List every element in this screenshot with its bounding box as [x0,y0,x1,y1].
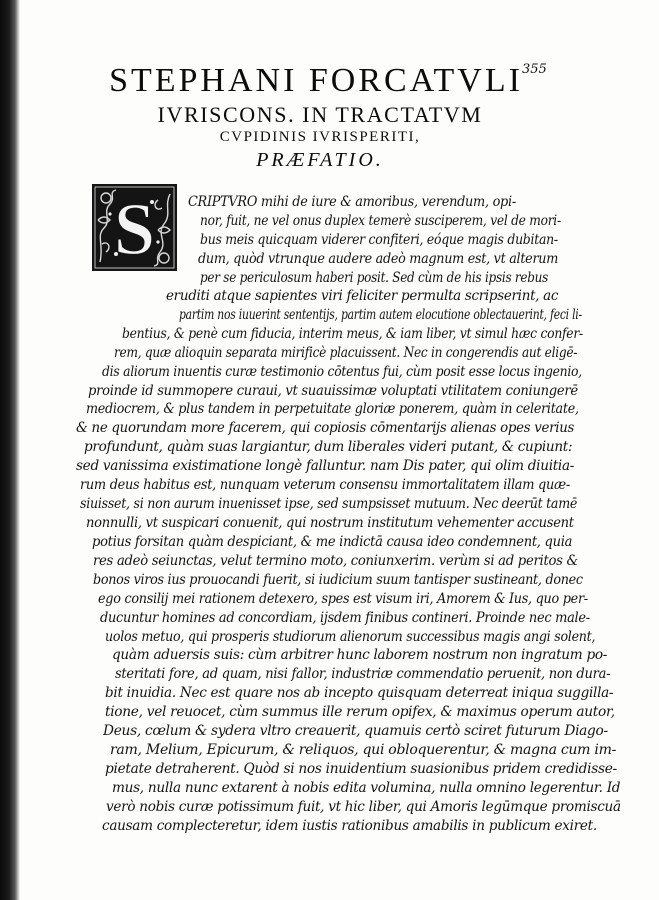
body-line: mus, nulla nunc extarent à nobis edita volumina, nulla omnino legerentur. Id [112,780,621,796]
body-line: bonos viros ius prouocandi fuerit, si iudicium suum tantisper sustineant, donec [93,572,583,588]
body-line: CRIPTVRO mihi de iure & amoribus, verendum, opi- [188,194,516,210]
body-line: bit inuidia. Nec est quare nos ab incepto quisquam deterreat iniqua suggilla- [105,685,614,701]
body-line: tione, vel reuocet, cùm summus ille rerum opifex, & maximus operum autor, [105,704,615,720]
body-line: dis aliorum inuentis curæ testimonio cōtentus fui, cùm posit esse locus ingenio, [102,364,582,380]
body-line: rem, quæ alioquin separata mirificè placuissent. Nec in congerendis aut eligē- [114,345,578,361]
body-line: ego consilij mei rationem detexero, spes est visum iri, Amorem & Ius, quo per- [98,591,588,607]
page-number: 355 [522,62,547,77]
body-line: pietate detraherent. Quòd si nos inuidentium suasionibus pridem credidisse- [105,761,617,777]
body-line: ducuntur homines ad concordiam, ijsdem finibus contineri. Proinde nec male- [100,610,590,626]
body-line: mediocrem, & plus tandem in perpetuitate gloriæ ponerem, quàm in celeritate, [86,401,579,417]
body-line: Deus, cœlum & sydera vltro creauerit, quamuis certò sciret futurum Diago- [103,723,608,739]
body-line: sed vanissima existimatione longè falluntur. nam Dis pater, qui olim diuitia- [76,458,575,474]
body-line: verò nobis curæ potissimum fuit, vt hic liber, qui Amoris legūmque promiscuā [106,799,621,815]
body-line: proinde id summopere curaui, vt suauissimæ voluptati vtilitatem coniungerē [88,383,578,399]
body-line: dum, quòd vtrunque audere adeò magnum est, vt alterum [198,251,559,267]
body-line: uolos metuo, qui prosperis studiorum alienorum successibus magis angi solent, [105,629,596,645]
body-line: per se periculosum haberi posit. Sed cùm de his ipsis rebus [200,270,549,286]
initial-letter: S [113,189,156,271]
body-line: potius forsitan quàm despiciant, & me indictā causa ideo condemnent, quia [92,534,573,550]
body-line: nonnulli, vt suspicari conuenit, qui nostrum institutum vehementer accusent [86,515,574,531]
work-subtitle: CVPIDINIS IVRISPERITI, [219,129,421,145]
body-line: eruditi atque sapientes viri feliciter permulta scripserint, ac [166,288,559,304]
body-line: quàm aduersis suis: cùm arbitrer hunc laborem nostrum non ingratum po- [112,647,608,663]
work-title: IVRISCONS. IN TRACTATVM [157,102,483,127]
body-line: & ne quorundam more facerem, qui copiosis cōmentarijs alienas opes verius [76,420,575,436]
body-line: steritati fore, ad quam, nisi fallor, industriæ commendatio peruenit, non dura- [115,666,611,682]
body-line: res adeò seiunctas, velut termino moto, coniunxerim. verùm si ad peritos & [93,553,578,569]
body-line: bus meis quicquam viderer confiteri, eóque magis dubitan- [200,232,558,248]
body-line: ram, Melium, Epicurum, & reliquos, qui obloquerentur, & magna cum im- [110,742,617,758]
section-heading: PRÆFATIO. [256,149,384,171]
body-line: profundunt, quàm suas largiantur, dum liberales videri putant, & cupiunt: [84,439,573,455]
body-line: rum deus habitus est, nunquam veterum consensu immortalitatem illam quæ- [80,477,570,493]
body-line: causam complecteretur, idem iustis rationibus amabilis in publicum exiret. [102,818,597,834]
body-line: siuisset, si non aurum inuenisset ipse, sed sumpsisset mutuum. Nec deerūt tamē [80,496,578,512]
author-title: STEPHANI FORCATVLI [109,62,523,99]
body-line: partim nos iuuerint sententijs, partim autem elocutione oblectauerint, feci li- [179,307,582,323]
body-line: nor, fuit, ne vel onus duplex temerè susciperem, vel de mori- [200,213,561,229]
body-line: bentius, & penè cum fiducia, interim meus, & iam liber, vt simul hæc confer- [122,326,583,342]
